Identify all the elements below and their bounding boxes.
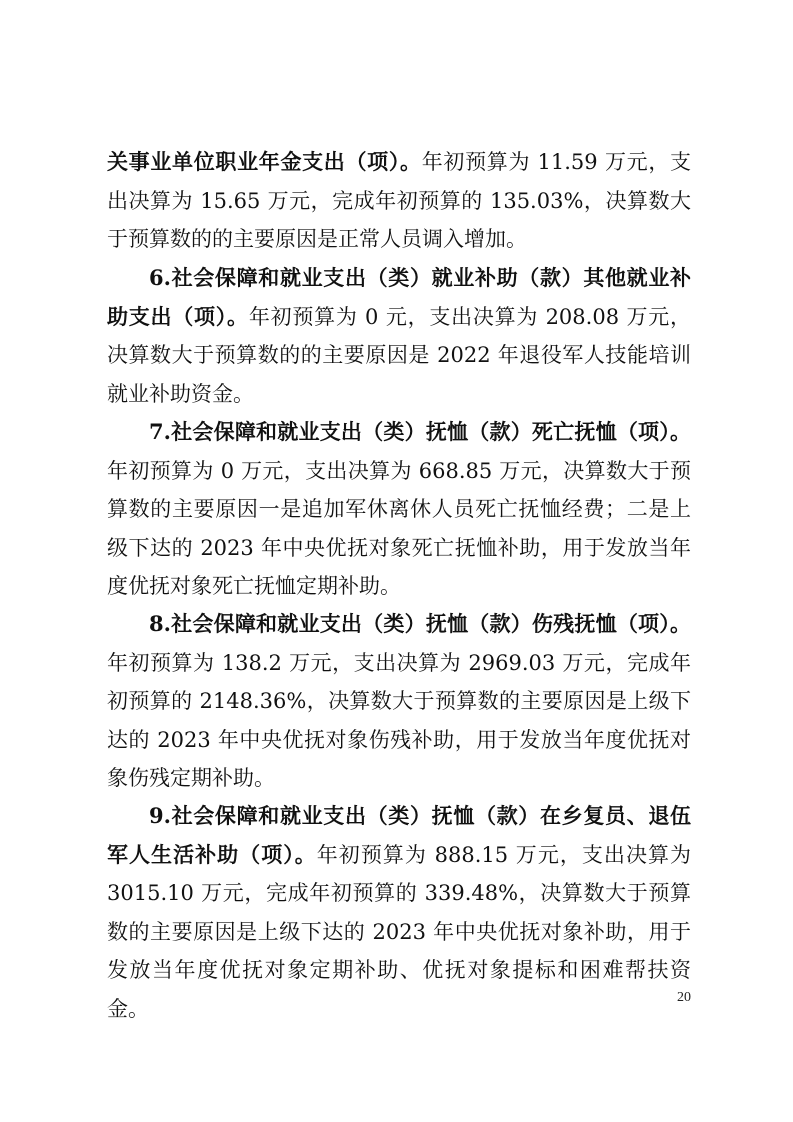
paragraph-body: 年初预算为 138.2 万元，支出决算为 2969.03 万元，完成年初预算的 2148.36%，决算数大于预算数的主要原因是上级下达的 2023 年中央优抚对象伤残补助，用于发放当年度优抚对象伤残定期补助。	[107, 650, 691, 790]
paragraph-continuation	[107, 143, 691, 259]
paragraph-body: 年初预算为 0 元，支出决算为 208.08 万元，决算数大于预算数的的主要原因是 2022 年退役军人技能培训就业补助资金。	[107, 304, 691, 406]
paragraph-heading: 7.社会保障和就业支出（类）抚恤（款）死亡抚恤（项）。	[149, 419, 691, 444]
paragraph-item-7	[107, 413, 691, 606]
paragraph-heading: 6.社会保障和就业支出（类）就业补助（款）其他就业补助支出（项）。	[107, 265, 691, 329]
paragraph-body: 年初预算为 0 万元，支出决算为 668.85 万元，决算数大于预算数的主要原因一是追加军休离休人员死亡抚恤经费；二是上级下达的 2023 年中央优抚对象死亡抚恤补助，用于发放当年度优抚对象死亡抚恤定期补助。	[107, 458, 691, 598]
paragraph-item-8	[107, 605, 691, 798]
paragraph-item-6	[107, 259, 691, 413]
page-number: 20	[677, 990, 691, 1005]
paragraph-heading: 9.社会保障和就业支出（类）抚恤（款）在乡复员、退伍军人生活补助（项）。	[107, 803, 691, 867]
paragraph-body: 年初预算为 888.15 万元，支出决算为 3015.10 万元，完成年初预算的 339.48%，决算数大于预算数的主要原因是上级下达的 2023 年中央优抚对象补助，用于发放当年度优抚对象定期补助、优抚对象提标和困难帮扶资金。	[107, 842, 691, 1021]
paragraph-body: 年初预算为 11.59 万元，支出决算为 15.65 万元，完成年初预算的 135.03%，决算数大于预算数的的主要原因是正常人员调入增加。	[107, 150, 691, 251]
paragraph-item-9	[107, 797, 691, 1028]
paragraph-heading: 关事业单位职业年金支出（项）。	[107, 149, 422, 174]
paragraph-heading: 8.社会保障和就业支出（类）抚恤（款）伤残抚恤（项）。	[149, 611, 691, 636]
